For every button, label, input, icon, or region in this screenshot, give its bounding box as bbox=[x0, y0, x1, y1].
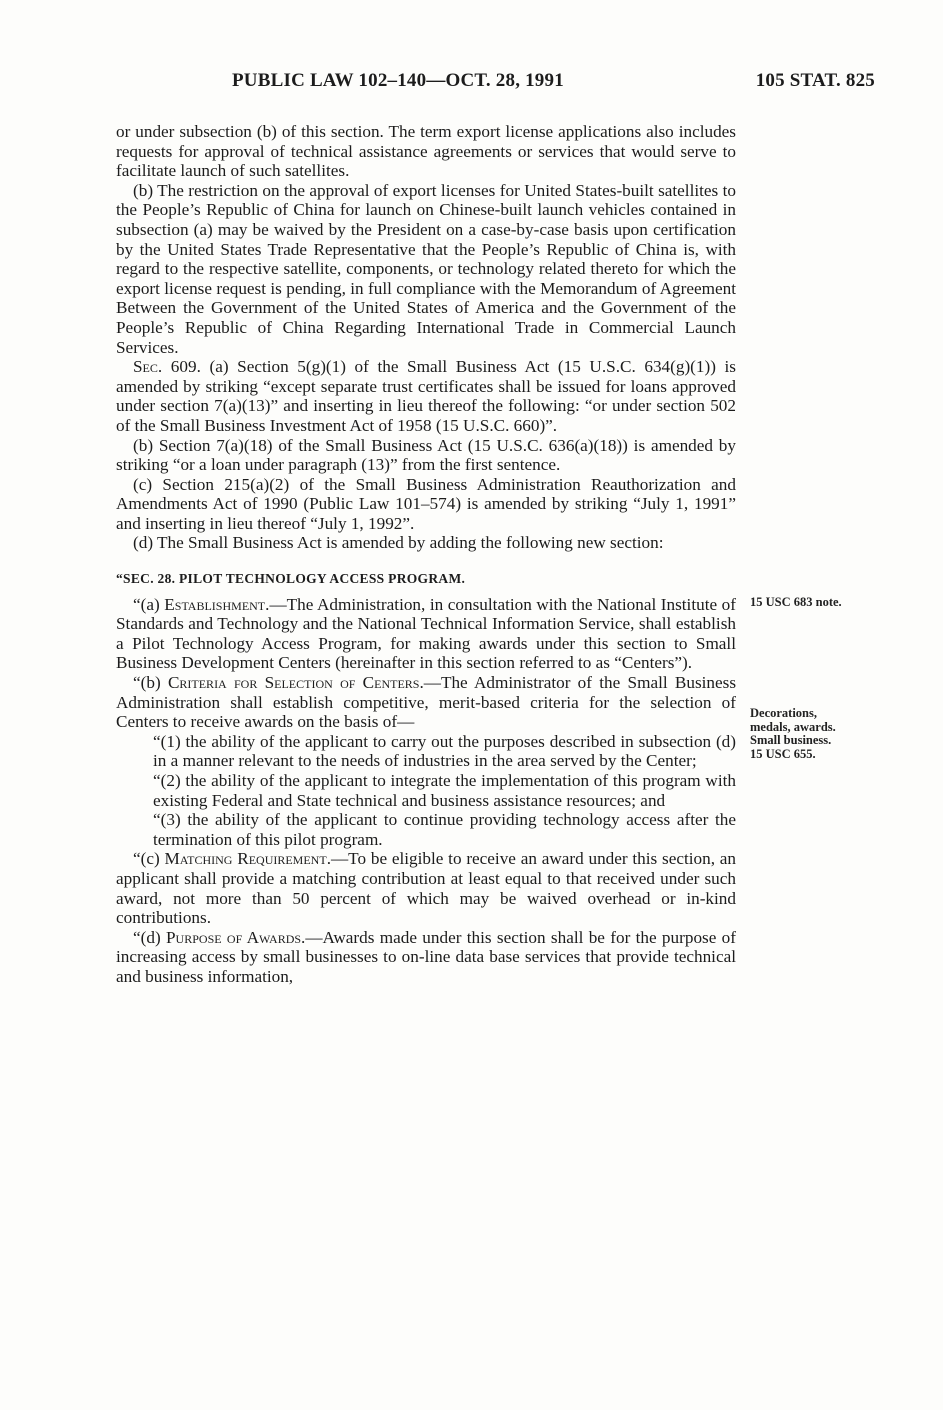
subsection-d-text: .—Awards made under this section shall be for the purpose of increasing access by small businesses to on-line data base services that provide technical and business information, bbox=[116, 927, 736, 986]
subsection-b-prefix: “(b) bbox=[133, 673, 168, 693]
subsection-a-text: .—The Administration, in consultation with the National Institute of Standards and Technology and the National Technical Information Service, shall establish a Pilot Technology Access Program, for making awards under this section to Small Business Development Centers (hereinafter in this section referred to as “Centers”). bbox=[116, 594, 736, 673]
subsection-b bbox=[116, 673, 736, 732]
margin-note-line: medals, awards. bbox=[750, 719, 836, 734]
subsection-d bbox=[116, 928, 736, 987]
paragraph-sec-609-b: (b) Section 7(a)(18) of the Small Business Act (15 U.S.C. 636(a)(18)) is amended by striking “or a loan under paragraph (13)” from the first sentence. bbox=[116, 435, 736, 475]
criteria-item-1 bbox=[116, 732, 736, 771]
section-609-a-text: 609. (a) Section 5(g)(1) of the Small Business Act (15 U.S.C. 634(g)(1)) is amended by striking “except separate trust certificates shall be issued for loans approved under section 7(a)(13)” and inserting in lieu thereof the following: “or under section 502 of the Small Business Investment Act of 1958 (15 U.S.C. 660)”. bbox=[116, 357, 736, 435]
running-header bbox=[0, 70, 943, 100]
criteria-item-2 bbox=[116, 771, 736, 810]
section-label: Sec. bbox=[133, 357, 163, 377]
paragraph-sec-609-c: (c) Section 215(a)(2) of the Small Business Administration Reauthorization and Amendments Act of 1990 (Public Law 101–574) is amended by striking “July 1, 1991” and inserting in lieu thereof “July 1, 1992”. bbox=[116, 474, 736, 533]
criteria-item-3 bbox=[116, 810, 736, 849]
body-text bbox=[116, 122, 736, 987]
subsection-c-heading: Matching Requirement bbox=[164, 849, 327, 869]
subsection-d-prefix: “(d) bbox=[133, 927, 166, 947]
margin-note-line: Small business. bbox=[750, 733, 832, 747]
margin-note-usc-683: 15 USC 683 note. bbox=[750, 595, 842, 609]
criteria-item-2-text: “(2) the ability of the applicant to integrate the implementation of this program with existing Federal and State technical and business assistance resources; and bbox=[153, 771, 736, 810]
subsection-b-text: .—The Administrator of the Small Business Administration shall establish competitive, merit-based criteria for the selection of Centers to receive awards on the basis of— bbox=[116, 673, 737, 732]
subsection-c-prefix: “(c) bbox=[133, 849, 165, 869]
subsection-d-heading: Purpose of Awards bbox=[166, 927, 302, 947]
section-heading: “SEC. 28. PILOT TECHNOLOGY ACCESS PROGRAM. bbox=[116, 571, 466, 587]
margin-note-line: Decorations, bbox=[750, 706, 817, 720]
paragraph-b-waiver: (b) The restriction on the approval of export licenses for United States-built satellites to the People’s Republic of China for launch on Chinese-built launch vehicles contained in subsection (a) may be waived by the President on a case-by-case basis upon certification by the United States Trade Representative that the People’s Republic of China is, with regard to the respective satellite, components, or technology related thereto for which the export license request is pending, in full compliance with the Memorandum of Agreement Between the Government of the United States of America and the Government of the People’s Republic of China Regarding International Trade in Commercial Launch Services. bbox=[116, 180, 736, 357]
subsection-b-heading: Criteria for Selection of Centers bbox=[167, 673, 420, 693]
header-title: PUBLIC LAW 102–140—OCT. 28, 1991 bbox=[232, 70, 564, 91]
subsection-c bbox=[116, 849, 736, 927]
criteria-item-1-text: “(1) the ability of the applicant to carry out the purposes described in subsection (d) in a manner relevant to the needs of industries in the area served by the Center; bbox=[153, 731, 736, 771]
paragraph-continuation: or under subsection (b) of this section. The term export license applications also includes requests for approval of technical assistance agreements or services that would serve to facilitate launch of such satellites. bbox=[116, 122, 736, 181]
subsection-c-text: .—To be eligible to receive an award under this section, an applicant shall provide a matching contribution at least equal to that received under such award, not more than 50 percent of which may be waived overhead or in-kind contributions. bbox=[116, 849, 736, 928]
subsection-a-heading: Establishment bbox=[164, 594, 266, 614]
paragraph-sec-609-a bbox=[116, 357, 736, 435]
subsection-a-prefix: “(a) bbox=[133, 594, 165, 614]
margin-note-decorations bbox=[750, 707, 836, 761]
margin-note-line: 15 USC 655. bbox=[750, 746, 816, 761]
statute-page-number: 105 STAT. 825 bbox=[755, 70, 875, 91]
subsection-a bbox=[116, 595, 736, 673]
paragraph-sec-609-d: (d) The Small Business Act is amended by adding the following new section: bbox=[133, 533, 664, 553]
criteria-item-3-text: “(3) the ability of the applicant to continue providing technology access after the termination of this pilot program. bbox=[153, 810, 736, 849]
